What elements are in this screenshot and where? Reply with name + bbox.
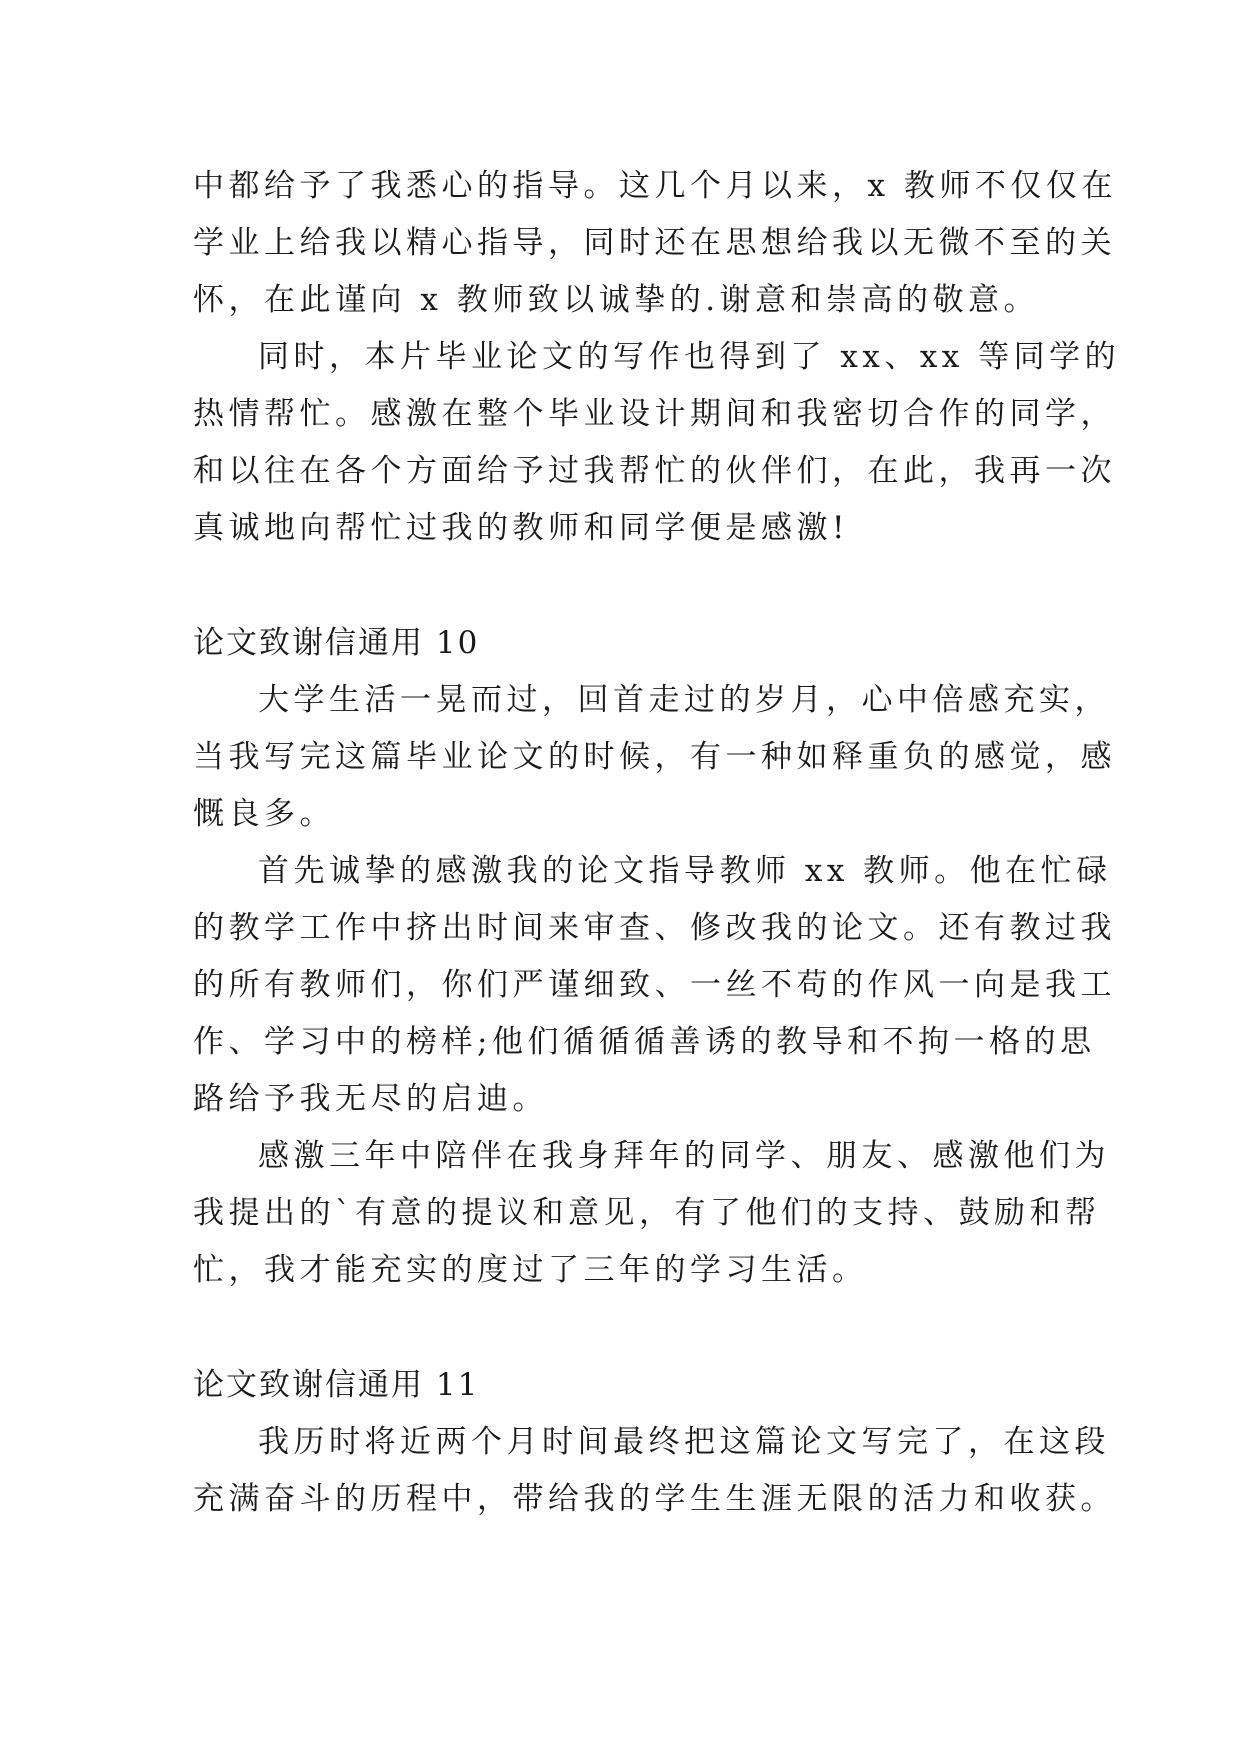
text-line: 的教学工作中挤出时间来审查、修改我的论文。还有教过我 — [193, 910, 1116, 946]
paragraph — [193, 158, 1117, 329]
text-line: 怀，在此谨向 x 教师致以诚挚的.谢意和崇高的敬意。 — [193, 282, 1040, 318]
text-line: 大学生活一晃而过，回首走过的岁月，心中倍感充实， — [258, 682, 1110, 718]
text-line: 同时，本片毕业论文的写作也得到了 xx、xx 等同学的 — [258, 339, 1121, 375]
text-line: 的所有教师们，你们严谨细致、一丝不苟的作风一向是我工 — [193, 967, 1116, 1003]
text-line: 忙，我才能充实的度过了三年的学习生活。 — [193, 1252, 868, 1288]
text-line: 真诚地向帮忙过我的教师和同学便是感激! — [193, 510, 849, 546]
text-line: 慨良多。 — [193, 796, 335, 832]
document-body — [193, 158, 1121, 1528]
text-line: 我提出的`有意的提议和意见，有了他们的支持、鼓励和帮 — [193, 1195, 1101, 1231]
text-line: 和以往在各个方面给予过我帮忙的伙伴们，在此，我再一次 — [193, 453, 1116, 489]
text-line: 热情帮忙。感激在整个毕业设计期间和我密切合作的同学， — [193, 396, 1116, 432]
text-line: 充满奋斗的历程中，带给我的学生生涯无限的活力和收获。 — [193, 1481, 1116, 1517]
section-heading: 论文致谢信通用 11 — [193, 1367, 480, 1403]
text-line: 学业上给我以精心指导，同时还在思想给我以无微不至的关 — [193, 225, 1116, 261]
paragraph — [193, 1414, 1116, 1528]
text-line: 路给予我无尽的启迪。 — [193, 1081, 548, 1117]
text-line: 感激三年中陪伴在我身拜年的同学、朋友、感激他们为 — [258, 1138, 1110, 1174]
section-spacer — [193, 1299, 1073, 1357]
paragraph — [193, 843, 1116, 1128]
text-line: 作、学习中的榜样;他们循循循善诱的教导和不拘一格的思 — [193, 1024, 1096, 1060]
paragraph — [193, 1128, 1110, 1299]
text-line: 首先诚挚的感激我的论文指导教师 xx 教师。他在忙碌 — [258, 853, 1112, 889]
text-line: 当我写完这篇毕业论文的时候，有一种如释重负的感觉，感 — [193, 739, 1116, 775]
section-heading: 论文致谢信通用 10 — [193, 625, 480, 661]
text-line: 我历时将近两个月时间最终把这篇论文写完了，在这段 — [258, 1424, 1110, 1460]
paragraph — [193, 672, 1116, 843]
section-spacer — [193, 557, 1073, 615]
paragraph — [193, 329, 1121, 557]
text-line: 中都给予了我悉心的指导。这几个月以来，x 教师不仅仅在 — [193, 168, 1117, 204]
